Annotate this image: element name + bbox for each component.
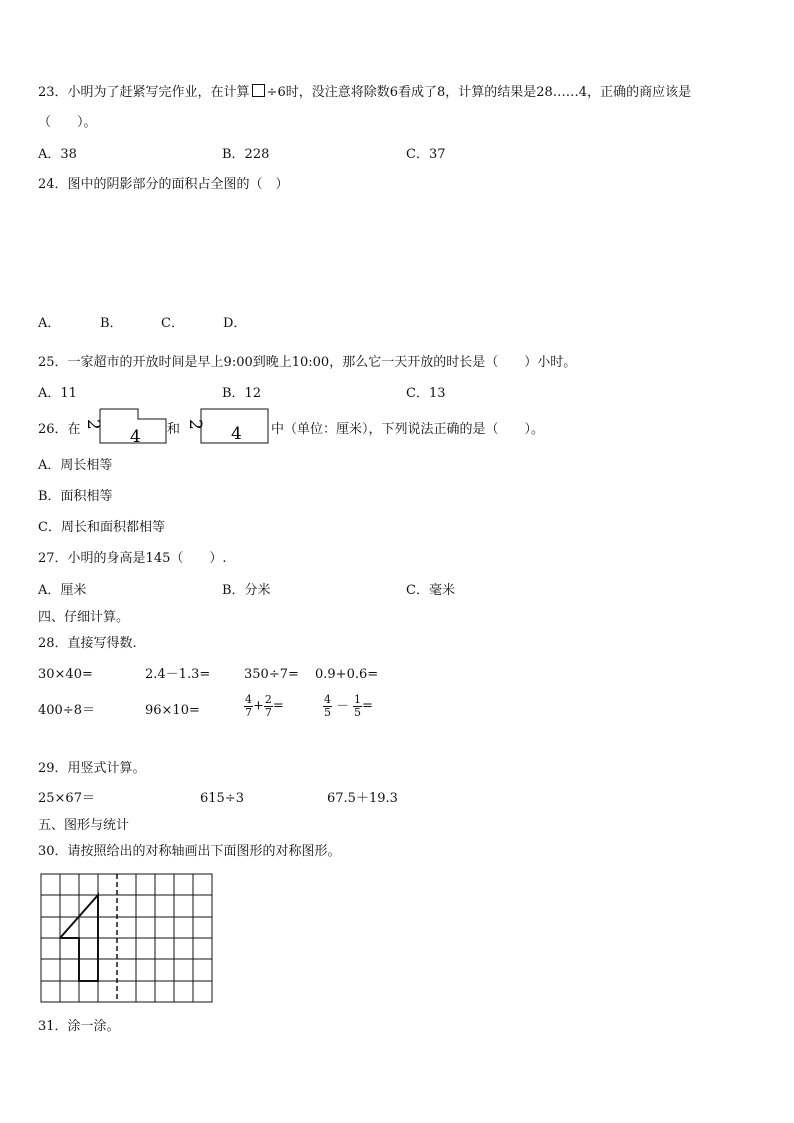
q29-item: 67.5＋19.3 bbox=[327, 791, 398, 806]
q23-stem-a: 23．小明为了赶紧写完作业，在计算 bbox=[38, 85, 250, 100]
q24-stem: 24．图中的阴影部分的面积占全图的（ ） bbox=[38, 177, 289, 192]
fraction: $\frac{2}{7}$ bbox=[264, 693, 272, 719]
fig1-height-label: 2 bbox=[83, 419, 103, 430]
q29-item: 25×67＝ bbox=[38, 791, 95, 806]
q30-symmetry-grid bbox=[40, 873, 214, 1004]
fraction: $\frac{4}{7}$ bbox=[245, 693, 252, 719]
q23-option-c[interactable]: C．37 bbox=[406, 147, 446, 162]
q31-stem: 31．涂一涂。 bbox=[38, 1019, 120, 1034]
q26-stem-c: 中（单位：厘米），下列说法正确的是（ ）。 bbox=[271, 422, 545, 437]
q24-option-d[interactable]: D． bbox=[223, 316, 247, 331]
q25-option-c[interactable]: C．13 bbox=[406, 386, 446, 401]
q28-fraction-diff bbox=[323, 694, 373, 718]
q23-stem bbox=[38, 84, 691, 99]
q26-option-c[interactable]: C．周长和面积都相等 bbox=[38, 520, 165, 535]
q28-item: 96×10= bbox=[145, 703, 200, 718]
fraction: $\frac{1}{5}$ bbox=[354, 693, 362, 719]
q29-stem: 29．用竖式计算。 bbox=[38, 761, 146, 776]
q28-item: 0.9+0.6= bbox=[315, 667, 379, 682]
q30-stem: 30．请按照给出的对称轴画出下面图形的对称图形。 bbox=[38, 844, 341, 859]
q28-item: 400÷8＝ bbox=[38, 703, 95, 718]
q23-option-a[interactable]: A．38 bbox=[38, 147, 77, 162]
equals-sign: = bbox=[362, 698, 373, 714]
q25-stem: 25．一家超市的开放时间是早上9:00到晚上10:00，那么它一天开放的时长是（ ）小时。 bbox=[38, 355, 577, 370]
q26-stem-a: 26．在 bbox=[38, 422, 81, 437]
section-4-heading: 四、仔细计算。 bbox=[38, 610, 130, 625]
q23-stem-c: （ ）。 bbox=[38, 115, 97, 130]
section-5-heading: 五、图形与统计 bbox=[38, 818, 130, 833]
minus-sign: － bbox=[336, 698, 350, 714]
q26-stem-b: 和 bbox=[167, 422, 181, 437]
q26-option-b[interactable]: B．面积相等 bbox=[38, 489, 113, 504]
blank-box bbox=[252, 84, 265, 97]
q26-figure-rectangle bbox=[184, 407, 272, 447]
q24-option-a[interactable]: A． bbox=[38, 316, 61, 331]
fraction: $\frac{4}{5}$ bbox=[324, 693, 331, 719]
q23-stem-b: ÷6时，没注意将除数6看成了8，计算的结果是28……4，正确的商应该是 bbox=[266, 85, 692, 100]
q27-option-a[interactable]: A．厘米 bbox=[38, 583, 87, 598]
plus-sign: + bbox=[253, 698, 264, 714]
q26-option-a[interactable]: A．周长相等 bbox=[38, 458, 113, 473]
q28-item: 350÷7= bbox=[244, 667, 299, 682]
q28-fraction-sum bbox=[244, 694, 284, 718]
q27-stem: 27．小明的身高是145（ ）. bbox=[38, 551, 227, 566]
q28-item: 2.4－1.3= bbox=[145, 667, 211, 682]
q24-option-b[interactable]: B． bbox=[100, 316, 123, 331]
q25-option-b[interactable]: B．12 bbox=[222, 386, 262, 401]
fig2-height-label: 2 bbox=[185, 419, 205, 430]
q28-item: 30×40= bbox=[38, 667, 93, 682]
q27-option-b[interactable]: B．分米 bbox=[222, 583, 271, 598]
q23-option-b[interactable]: B．228 bbox=[222, 147, 270, 162]
fig2-width-label: 4 bbox=[231, 424, 242, 444]
q24-option-c[interactable]: C． bbox=[161, 316, 184, 331]
q26-figure-notched-rectangle bbox=[82, 407, 168, 447]
equals-sign: = bbox=[272, 698, 284, 714]
q29-item: 615÷3 bbox=[200, 791, 244, 806]
fig1-width-label: 4 bbox=[130, 427, 141, 447]
q25-option-a[interactable]: A．11 bbox=[38, 386, 77, 401]
q28-stem: 28．直接写得数. bbox=[38, 636, 137, 651]
q27-option-c[interactable]: C．毫米 bbox=[406, 583, 455, 598]
